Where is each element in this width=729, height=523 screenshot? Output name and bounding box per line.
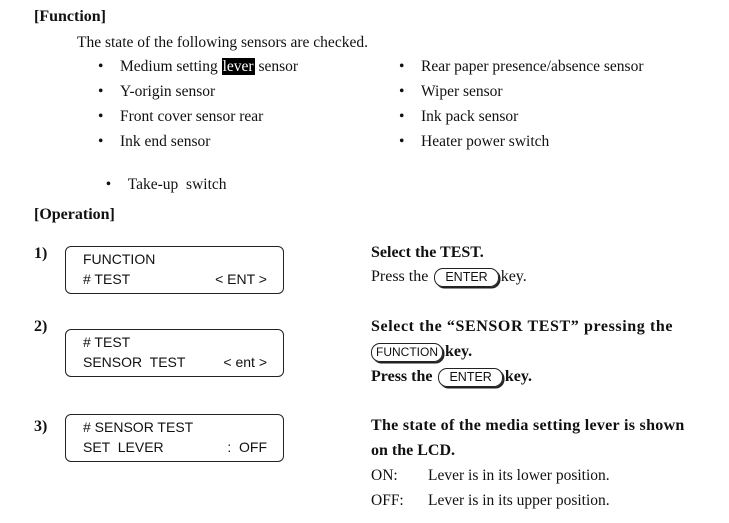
step-instruction: on the LCD. [371, 442, 456, 459]
lcd-display [65, 414, 284, 462]
sensor-text: Rear paper presence/absence sensor [421, 58, 644, 75]
lcd-line2: SET LEVER [83, 439, 164, 455]
bullet-icon: • [399, 108, 405, 125]
sensor-text: Wiper sensor [421, 83, 503, 100]
function-heading: [Function] [34, 8, 106, 25]
bullet-icon: • [98, 83, 104, 100]
sensor-text: Medium setting [120, 58, 222, 75]
sensor-item [98, 133, 210, 151]
sensor-text: Ink pack sensor [421, 108, 519, 125]
operation-heading: [Operation] [34, 206, 115, 223]
bullet-icon: • [98, 58, 104, 75]
lcd-line1: FUNCTION [83, 251, 156, 267]
sensor-text: Take-up switch [127, 176, 227, 193]
instruction-text: Press the [371, 268, 429, 286]
sensor-text: Heater power switch [421, 133, 550, 150]
bullet-icon: • [399, 58, 405, 75]
state-row-on [371, 467, 610, 485]
lcd-line2: SENSOR TEST [83, 354, 186, 370]
lcd-display [65, 246, 284, 294]
sensor-text: Ink end sensor [120, 133, 211, 150]
step-instruction: The state of the media setting lever is shown [371, 417, 685, 434]
function-intro: The state of the following sensors are checked. [77, 34, 368, 51]
sensor-item [98, 108, 263, 126]
sensor-item [399, 58, 643, 76]
sensor-item [399, 108, 518, 126]
lcd-line2-right: : OFF [227, 439, 267, 455]
step-instruction: Select the TEST. [371, 244, 484, 261]
state-label: ON: [371, 467, 398, 484]
function-key: FUNCTION [371, 343, 443, 362]
step-number: 1) [34, 245, 48, 262]
sensor-item [98, 58, 298, 76]
sensor-item [399, 83, 503, 101]
lcd-display [65, 329, 284, 377]
lcd-line2: # TEST [83, 271, 131, 287]
sensor-text: sensor [254, 58, 299, 75]
sensor-text: Y-origin sensor [120, 83, 216, 100]
sensor-text: Front cover sensor rear [120, 108, 264, 125]
bullet-icon: • [98, 133, 104, 150]
instruction-text: key. [500, 268, 527, 286]
bullet-icon: • [399, 83, 405, 100]
state-row-off [371, 492, 610, 510]
bullet-icon: • [98, 108, 104, 125]
state-desc: Lever is in its upper position. [428, 492, 610, 509]
step-number: 2) [34, 318, 48, 335]
step-number: 3) [34, 418, 48, 435]
enter-key: ENTER [438, 368, 502, 387]
state-desc: Lever is in its lower position. [428, 467, 610, 484]
bullet-icon: • [399, 133, 405, 150]
step-instruction [371, 268, 527, 287]
sensor-item [98, 83, 215, 101]
lcd-line1: # TEST [83, 334, 131, 350]
bullet-icon: • [105, 176, 112, 193]
sensor-item [399, 133, 549, 151]
lcd-line1: # SENSOR TEST [83, 419, 194, 435]
step-instruction [371, 368, 532, 387]
instruction-text: key. [445, 343, 473, 361]
lcd-line2-right: < ENT > [215, 271, 267, 287]
instruction-text: key. [504, 368, 532, 386]
sensor-item [98, 158, 227, 194]
step-instruction [371, 343, 472, 362]
step-instruction: Select the “SENSOR TEST” pressing the [371, 318, 674, 335]
instruction-text: Press the [371, 368, 433, 386]
enter-key: ENTER [434, 268, 498, 287]
state-label: OFF: [371, 492, 404, 509]
highlighted-word: lever [222, 58, 254, 75]
lcd-line2-right: < ent > [223, 354, 267, 370]
